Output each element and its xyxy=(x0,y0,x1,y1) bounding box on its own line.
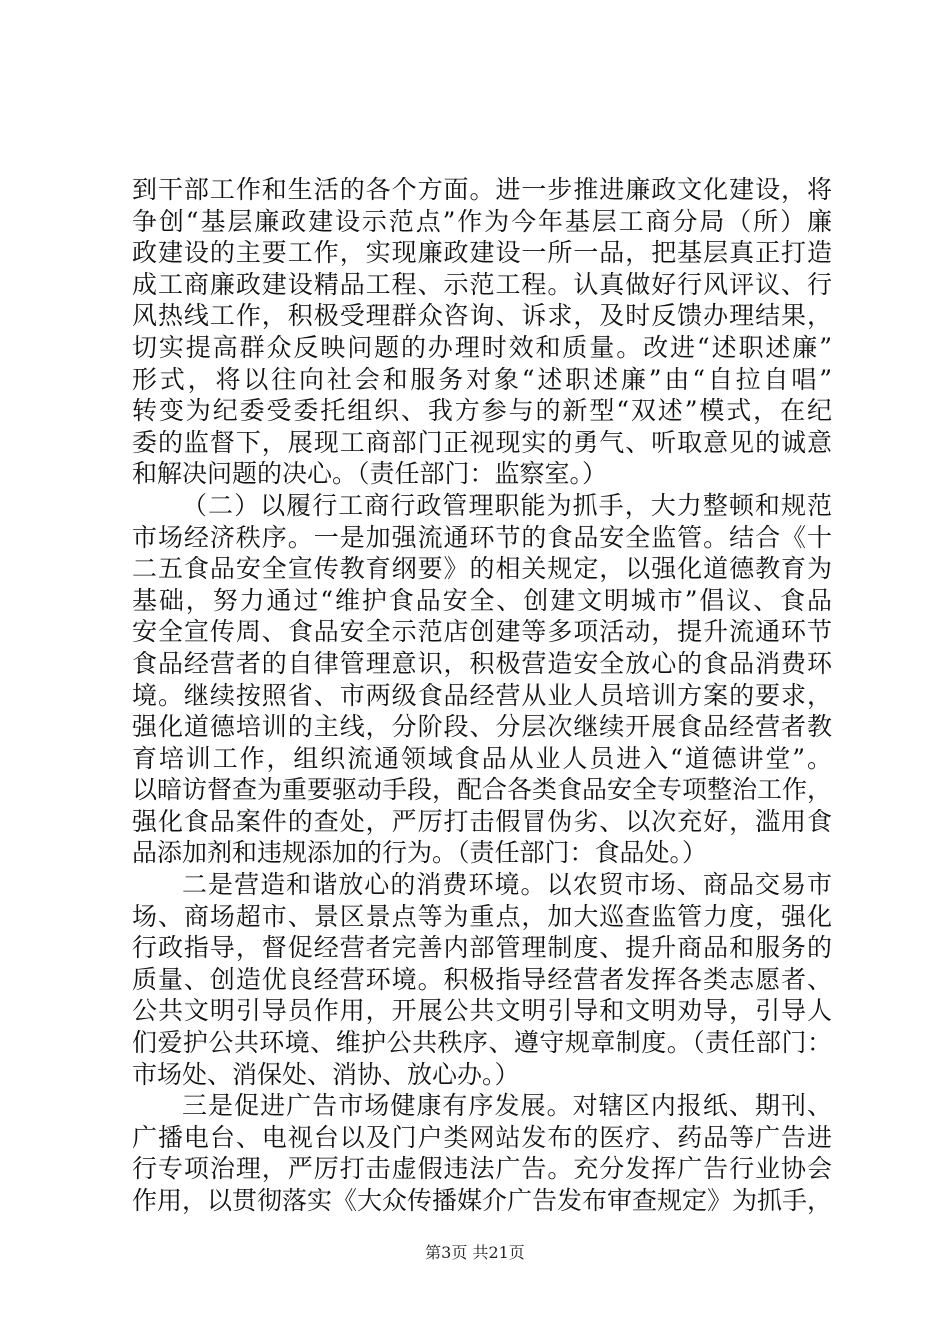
text-line: 育培训工作，组织流通领域食品从业人员进入“道德讲堂”。 xyxy=(132,743,832,773)
text-line: 强化道德培训的主线，分阶段、分层次继续开展食品经营者教 xyxy=(132,712,832,742)
text-line: 基础，努力通过“维护食品安全、创建文明城市”倡议、食品 xyxy=(132,585,832,615)
text-line: 切实提高群众反映问题的办理时效和质量。改进“述职述廉” xyxy=(132,332,832,362)
text-line: 广播电台、电视台以及门户类网站发布的医疗、药品等广告进 xyxy=(132,1122,832,1152)
text-line: 境。继续按照省、市两级食品经营从业人员培训方案的要求， xyxy=(132,680,832,710)
page-footer: 第3页 共21页 xyxy=(425,1243,525,1262)
text-line: 三是促进广告市场健康有序发展。对辖区内报纸、期刊、 xyxy=(182,1091,832,1121)
text-line: 到干部工作和生活的各个方面。进一步推进廉政文化建设，将 xyxy=(132,175,832,204)
text-line: 成工商廉政建设精品工程、示范工程。认真做好行风评议、行 xyxy=(132,269,832,299)
text-line: 二是营造和谐放心的消费环境。以农贸市场、商品交易市 xyxy=(182,870,832,900)
text-line: 行政指导，督促经营者完善内部管理制度、提升商品和服务的 xyxy=(132,933,832,963)
text-line: 转变为纪委受委托组织、我方参与的新型“双述”模式，在纪 xyxy=(132,396,832,426)
text-line: 政建设的主要工作，实现廉政建设一所一品，把基层真正打造 xyxy=(132,238,832,268)
text-line: 质量、创造优良经营环境。积极指导经营者发挥各类志愿者、 xyxy=(132,964,832,994)
text-line: 强化食品案件的查处，严厉打击假冒伪劣、以次充好，滥用食 xyxy=(132,806,832,836)
text-line: 安全宣传周、食品安全示范店创建等多项活动，提升流通环节 xyxy=(132,617,832,647)
text-line: 作用，以贯彻落实《大众传播媒介广告发布审查规定》为抓手， xyxy=(132,1186,832,1215)
text-line: 委的监督下，展现工商部门正视现实的勇气、听取意见的诚意 xyxy=(132,427,832,457)
text-line: 市场经济秩序。一是加强流通环节的食品安全监管。结合《十 xyxy=(132,522,832,552)
text-line: 场、商场超市、景区景点等为重点，加大巡查监管力度，强化 xyxy=(132,901,832,931)
text-line: 公共文明引导员作用，开展公共文明引导和文明劝导，引导人 xyxy=(132,996,832,1026)
text-line: （二）以履行工商行政管理职能为抓手，大力整顿和规范 xyxy=(182,490,832,520)
text-line: 市场处、消保处、消协、放心办。） xyxy=(132,1059,520,1089)
text-line: 二五食品安全宣传教育纲要》的相关规定，以强化道德教育为 xyxy=(132,554,832,584)
text-line: 行专项治理，严厉打击虚假违法广告。充分发挥广告行业协会 xyxy=(132,1154,832,1184)
document-body xyxy=(132,174,832,1217)
text-line: 食品经营者的自律管理意识，积极营造安全放心的食品消费环 xyxy=(132,648,832,678)
text-line: 争创“基层廉政建设示范点”作为今年基层工商分局（所）廉 xyxy=(132,206,832,236)
text-line: 风热线工作，积极受理群众咨询、诉求，及时反馈办理结果， xyxy=(132,301,832,331)
text-line: 品添加剂和违规添加的行为。（责任部门：食品处。） xyxy=(132,838,708,868)
text-line: 和解决问题的决心。（责任部门：监察室。） xyxy=(132,459,608,489)
text-line: 形式，将以往向社会和服务对象“述职述廉”由“自拉自唱” xyxy=(132,364,832,394)
text-line: 们爱护公共环境、维护公共秩序、遵守规章制度。（责任部门： xyxy=(132,1028,832,1058)
text-line: 以暗访督查为重要驱动手段，配合各类食品安全专项整治工作， xyxy=(132,775,832,805)
